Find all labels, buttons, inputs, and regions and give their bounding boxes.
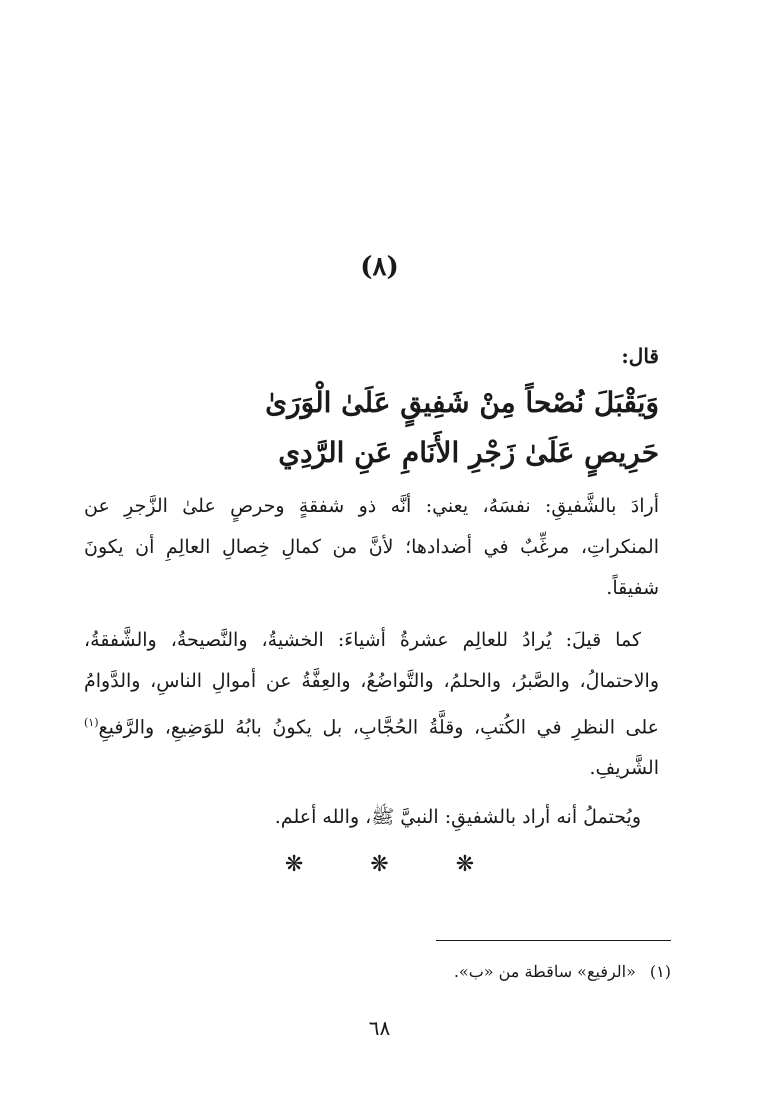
commentary-paragraph-3: ويُحتملُ أنه أراد بالشفيقِ: النبيَّ ﷺ، والله أعلم. bbox=[274, 806, 641, 828]
footnote-divider bbox=[436, 940, 671, 941]
section-separator: ❋ ❋ ❋ bbox=[284, 852, 505, 877]
paragraph-2-text: كما قيلَ: يُرادُ للعالِم عشرةُ أشياءَ: الخشيةُ، والنَّصيحةُ، والشَّفقةُ، والاحتمالُ، والصَّبرُ، والحلمُ، والتَّواضُعُ، والعِفَّةُ عن أموالِ الناسِ، والدَّوامُ على النظرِ في الكُتبِ، وقلَّةُ الحُجَّابِ، بل يكونُ بابُهُ للوَضِيعِ، والرَّفيعِ bbox=[84, 629, 659, 739]
commentary-paragraph-2 bbox=[84, 620, 659, 789]
commentary-paragraph-1: أرادَ بالشَّفيقِ: نفسَهُ، يعني: أنَّه ذو شفقةٍ وحرصٍ علىٰ الزَّجرِ عن المنكراتِ، مرغِّبٌ في أضدادها؛ لأنَّ من كمالِ خِصالِ العالِمِ أن يكونَ شفيقاً. bbox=[84, 495, 659, 599]
verse-line-1: وَيَقْبَلَ نُصْحاً مِنْ شَفِيقٍ عَلَىٰ الْوَرَىٰ bbox=[265, 386, 659, 419]
paragraph-2-ending: الشَّريفِ. bbox=[589, 757, 659, 780]
page-number: ٦٨ bbox=[368, 1016, 391, 1040]
footnote-reference: (١) bbox=[84, 716, 99, 729]
qala-heading: قال: bbox=[621, 344, 659, 368]
footnote-text: «الرفيع» ساقطة من «ب». bbox=[453, 962, 636, 981]
footnote-marker: (١) bbox=[649, 962, 671, 981]
verse-line-2: حَرِيصٍ عَلَىٰ زَجْرِ الأَنَامِ عَنِ الرَّدِي bbox=[278, 436, 659, 469]
section-number: (٨) bbox=[360, 252, 399, 282]
footnote bbox=[454, 962, 671, 981]
